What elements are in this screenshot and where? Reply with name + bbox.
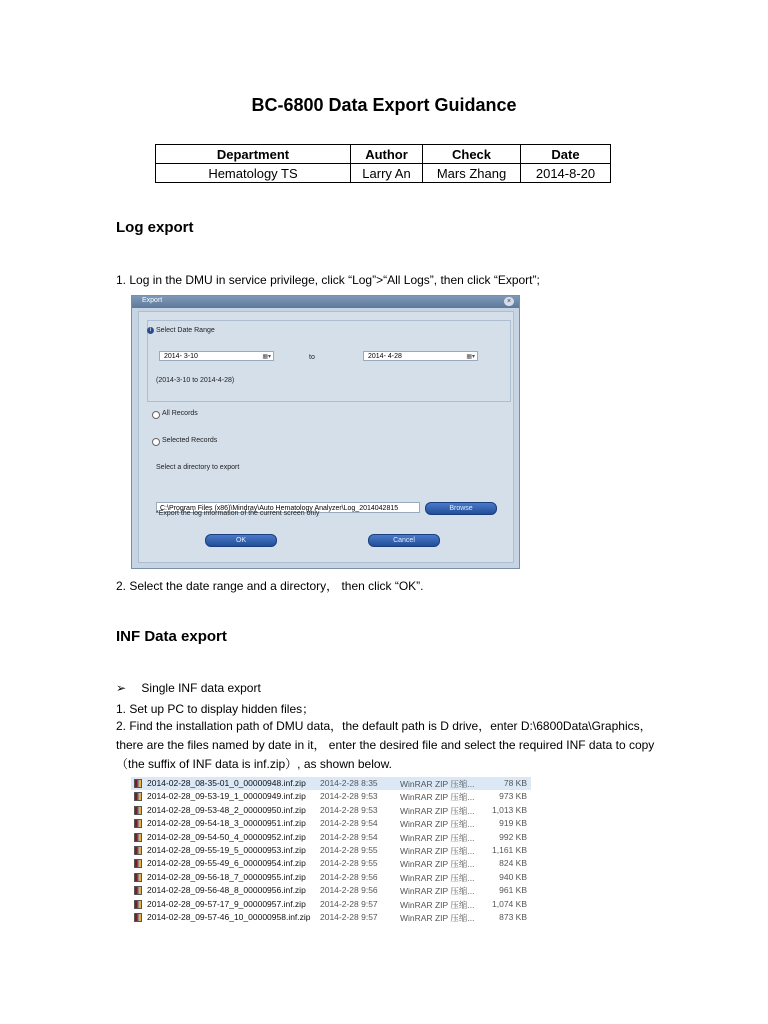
file-name[interactable]: 2014-02-28_09-55-19_5_00000953.inf.zip [147, 844, 306, 855]
file-row[interactable] [131, 804, 531, 817]
file-name[interactable]: 2014-02-28_09-55-49_6_00000954.inf.zip [147, 858, 306, 869]
selected-records-label[interactable]: Selected Records [162, 437, 218, 444]
file-name[interactable]: 2014-02-28_09-53-19_1_00000949.inf.zip [147, 791, 306, 802]
file-type: WinRAR ZIP 压缩... [400, 819, 475, 830]
file-type: WinRAR ZIP 压缩... [400, 886, 475, 897]
file-type: WinRAR ZIP 压缩... [400, 805, 475, 816]
file-size: 973 KB [499, 791, 527, 802]
document-title: BC-6800 Data Export Guidance [251, 95, 517, 115]
directory-path-input[interactable]: C:\Program Files (x86)\Mindray\Auto Hematology Analyzer\Log_2014042815 [156, 502, 420, 513]
log-step-1: 1. Log in the DMU in service privilege, click “Log”>“All Logs”, then click “Export”; [116, 273, 540, 287]
file-row[interactable] [131, 884, 531, 897]
table-header-cell: Check [423, 145, 521, 164]
browse-button[interactable]: Browse [425, 502, 497, 515]
file-size: 992 KB [499, 831, 527, 842]
inf-step-2: 2. Find the installation path of DMU data，the default path is D drive，enter D:\6800Data\Graphics， there are the files named by date in it， enter the desired file and select the required INF data to copy （the suffix of INF data is inf.zip）, as shown below. [116, 719, 655, 771]
file-name[interactable]: 2014-02-28_09-56-18_7_00000955.inf.zip [147, 871, 306, 882]
bullet-text: Single INF data export [141, 681, 261, 695]
file-row[interactable] [131, 871, 531, 884]
file-size: 1,074 KB [492, 898, 527, 909]
file-row[interactable] [131, 790, 531, 803]
bullet-arrow-icon: ➢ [116, 681, 127, 695]
calendar-icon[interactable]: ▦▾ [262, 354, 271, 360]
file-size: 1,013 KB [492, 804, 527, 815]
file-row[interactable] [131, 911, 531, 924]
file-row[interactable] [131, 831, 531, 844]
start-date-input[interactable] [159, 351, 274, 361]
selected-records-radio[interactable] [152, 438, 160, 446]
file-name[interactable]: 2014-02-28_09-54-50_4_00000952.inf.zip [147, 831, 306, 842]
file-row[interactable] [131, 817, 531, 830]
file-name[interactable]: 2014-02-28_09-57-17_9_00000957.inf.zip [147, 898, 306, 909]
rar-archive-icon [134, 873, 142, 882]
file-type: WinRAR ZIP 压缩... [400, 792, 475, 803]
file-type: WinRAR ZIP 压缩... [400, 912, 475, 923]
table-header-cell: Department [156, 145, 351, 164]
rar-archive-icon [134, 846, 142, 855]
file-type: WinRAR ZIP 压缩... [400, 779, 475, 789]
end-date-value: 2014- 4-28 [368, 353, 402, 360]
rar-archive-icon [134, 806, 142, 815]
dialog-title: Export [142, 297, 163, 304]
file-size: 961 KB [499, 885, 527, 896]
table-header-cell: Author [351, 145, 423, 164]
file-date: 2014-2-28 9:56 [320, 885, 378, 896]
info-icon: i [147, 327, 154, 334]
rar-archive-icon [134, 819, 142, 828]
table-cell: 2014-8-20 [521, 164, 611, 183]
table-cell: Larry An [351, 164, 423, 183]
file-type: WinRAR ZIP 压缩... [400, 832, 475, 843]
file-type: WinRAR ZIP 压缩... [400, 859, 475, 870]
section-heading-inf-export: INF Data export [116, 628, 227, 645]
file-date: 2014-2-28 9:55 [320, 858, 378, 869]
end-date-input[interactable] [363, 351, 478, 361]
file-size: 940 KB [499, 871, 527, 882]
cancel-button[interactable]: Cancel [368, 534, 440, 547]
inf-step-1: 1. Set up PC to display hidden files； [116, 702, 315, 716]
file-type: WinRAR ZIP 压缩... [400, 872, 475, 883]
to-label: to [309, 354, 315, 361]
file-name[interactable]: 2014-02-28_09-54-18_3_00000951.inf.zip [147, 818, 306, 829]
rar-archive-icon [134, 886, 142, 895]
file-size: 1,161 KB [492, 844, 527, 855]
file-date: 2014-2-28 9:55 [320, 844, 378, 855]
file-date: 2014-2-28 9:53 [320, 791, 378, 802]
rar-archive-icon [134, 833, 142, 842]
file-date: 2014-2-28 9:56 [320, 871, 378, 882]
section-heading-log-export: Log export [116, 219, 194, 236]
close-icon[interactable]: × [504, 297, 514, 306]
dialog-body [138, 311, 514, 563]
file-type: WinRAR ZIP 压缩... [400, 845, 475, 856]
rar-archive-icon [134, 913, 142, 922]
table-row [156, 164, 611, 183]
rar-archive-icon [134, 859, 142, 868]
dialog-title-bar [132, 296, 519, 308]
file-name[interactable]: 2014-02-28_09-56-48_8_00000956.inf.zip [147, 885, 306, 896]
file-name[interactable]: 2014-02-28_09-57-46_10_00000958.inf.zip [147, 911, 311, 922]
file-size: 78 KB [503, 778, 527, 788]
file-date: 2014-2-28 9:57 [320, 911, 378, 922]
export-dialog [131, 295, 520, 569]
file-date: 2014-2-28 9:53 [320, 804, 378, 815]
table-header-cell: Date [521, 145, 611, 164]
file-date: 2014-2-28 8:35 [320, 778, 378, 788]
file-row[interactable] [131, 898, 531, 911]
all-records-label[interactable]: All Records [162, 410, 198, 417]
file-size: 919 KB [499, 818, 527, 829]
ok-button[interactable]: OK [205, 534, 277, 547]
calendar-icon[interactable]: ▦▾ [466, 354, 475, 360]
file-list [131, 777, 531, 924]
rar-archive-icon [134, 900, 142, 909]
file-name[interactable]: 2014-02-28_09-53-48_2_00000950.inf.zip [147, 804, 306, 815]
file-name[interactable]: 2014-02-28_08-35-01_0_00000948.inf.zip [147, 778, 306, 788]
directory-label: Select a directory to export [156, 464, 240, 471]
table-header-row [156, 145, 611, 164]
all-records-radio[interactable] [152, 411, 160, 419]
table-cell: Mars Zhang [423, 164, 521, 183]
table-cell: Hematology TS [156, 164, 351, 183]
rar-archive-icon [134, 792, 142, 801]
bullet-item [116, 681, 261, 695]
file-type: WinRAR ZIP 压缩... [400, 899, 475, 910]
file-size: 824 KB [499, 858, 527, 869]
file-row[interactable] [131, 844, 531, 857]
file-date: 2014-2-28 9:54 [320, 831, 378, 842]
file-date: 2014-2-28 9:57 [320, 898, 378, 909]
file-date: 2014-2-28 9:54 [320, 818, 378, 829]
file-size: 873 KB [499, 911, 527, 922]
log-step-2: 2. Select the date range and a directory， then click “OK”. [116, 579, 424, 593]
rar-archive-icon [134, 779, 142, 788]
date-range-summary: (2014-3-10 to 2014-4-28) [156, 377, 235, 384]
export-note: *Export the log information of the current screen only [156, 510, 320, 517]
file-row[interactable] [131, 777, 531, 790]
file-row[interactable] [131, 857, 531, 870]
select-date-range-label: Select Date Range [156, 327, 215, 334]
document-info-table [155, 144, 611, 183]
start-date-value: 2014- 3-10 [164, 353, 198, 360]
